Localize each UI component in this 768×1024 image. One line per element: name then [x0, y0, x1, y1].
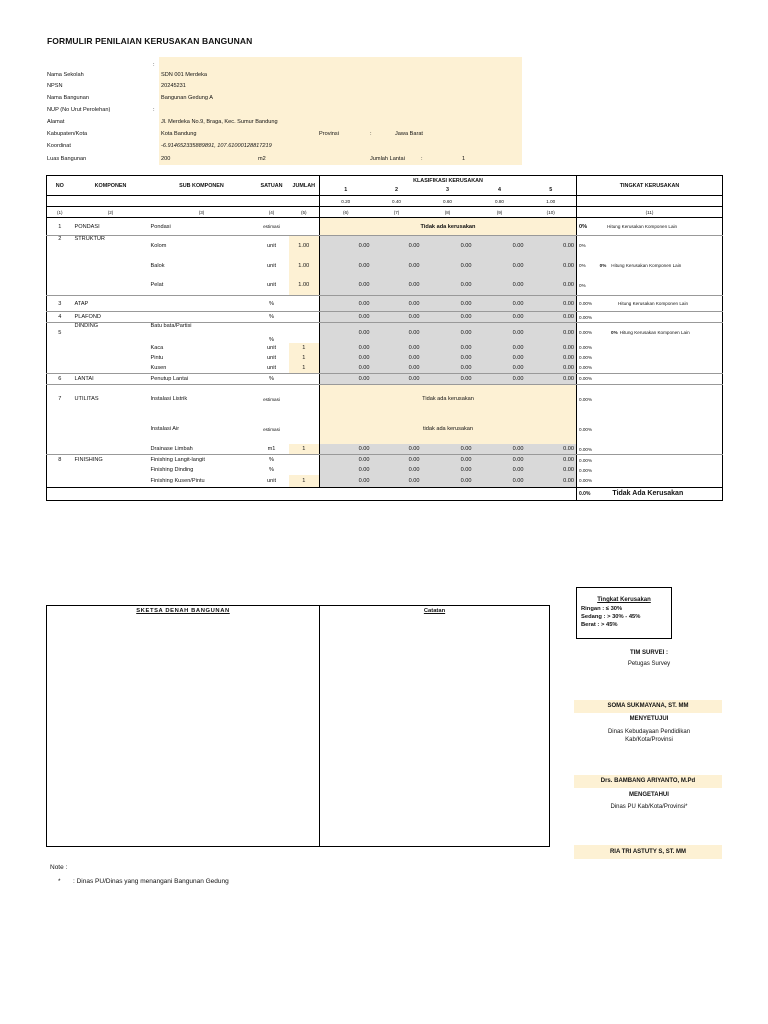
cell-value[interactable]: 0.00: [320, 296, 372, 312]
col-num: (8): [422, 207, 474, 218]
jumlah[interactable]: 1: [289, 353, 320, 363]
satuan: estimasi: [263, 426, 280, 432]
satuan: unit: [266, 354, 277, 361]
cell-value[interactable]: 0.00: [474, 312, 526, 323]
cell-value[interactable]: 0.00: [526, 312, 577, 323]
tingkat: 0.00%: [577, 384, 723, 414]
menyetujui: MENYETUJUI: [629, 716, 669, 722]
jumlah[interactable]: 1.00: [289, 256, 320, 276]
satuan: unit: [255, 475, 289, 487]
sub-kusen: Kusen: [149, 363, 255, 374]
form-title: FORMULIR PENILAIAN KERUSAKAN BANGUNAN: [47, 36, 253, 46]
total-status: Tidak Ada Kerusakan: [612, 490, 684, 497]
cell-value[interactable]: 0.00: [372, 465, 422, 475]
petugas-survey: Petugas Survey: [627, 661, 671, 667]
cell-value[interactable]: 0.00: [422, 343, 474, 353]
label-provinsi: Provinsi: [319, 131, 339, 137]
cell-value[interactable]: 0.00: [526, 363, 577, 374]
dinas-pu: Dinas PU Kab/Kota/Provinsi*: [610, 804, 688, 810]
sub-batu-bata: Batu bata/Partisi: [150, 323, 192, 329]
cell-value[interactable]: 0.00: [474, 455, 526, 466]
cell-value[interactable]: 0.00: [372, 444, 422, 455]
approver-name[interactable]: Drs. BAMBANG ARIYANTO, M.Pd: [574, 775, 722, 788]
cell-value[interactable]: 0.00: [372, 276, 422, 296]
satuan: unit: [255, 276, 289, 296]
sub-kaca: Kaca: [150, 344, 164, 351]
colon: :: [370, 131, 372, 137]
cell-value[interactable]: 0.00: [474, 343, 526, 353]
satuan: m1: [255, 444, 289, 455]
row-no: 6: [47, 373, 73, 384]
cell-value[interactable]: 0.00: [526, 276, 577, 296]
surveyor-name[interactable]: SOMA SUKMAYANA, ST. MM: [574, 700, 722, 713]
weight-4: 0.80: [474, 196, 526, 207]
satuan: %: [269, 336, 274, 343]
cell-value[interactable]: 0.00: [320, 323, 372, 343]
hitung-link[interactable]: Hitung Kerusakan Komponen Lain: [607, 223, 678, 229]
cell-value[interactable]: 0.00: [320, 444, 372, 455]
cell-value[interactable]: 0.00: [526, 353, 577, 363]
col-num: (11): [577, 207, 723, 218]
row-no: 4: [47, 312, 73, 323]
cell-value[interactable]: 0.00: [474, 465, 526, 475]
col-num: (4): [255, 207, 289, 218]
legend-box: [576, 587, 672, 639]
col-header-klasifikasi: KLASIFIKASI KERUSAKAN: [320, 176, 577, 186]
sub-limbah: Drainase Limbah: [149, 444, 255, 455]
satuan: %: [255, 296, 289, 312]
tingkat-atap: [577, 296, 723, 312]
legend-sedang: Sedang : > 30% - 45%: [581, 614, 641, 620]
sub-fkusen: Finishing Kusen/Pintu: [149, 475, 255, 487]
cell-value[interactable]: 0.00: [422, 296, 474, 312]
status-air: tidak ada kerusakan: [320, 414, 577, 444]
tingkat: 0.00%: [577, 414, 723, 444]
komponen-plafond: PLAFOND: [73, 312, 149, 323]
tingkat: 0.00%: [577, 353, 723, 363]
jumlah[interactable]: 1: [289, 343, 320, 353]
cell-value[interactable]: 0.00: [474, 323, 526, 343]
cell-value[interactable]: 0.00: [372, 236, 422, 256]
cell-value[interactable]: 0.00: [526, 465, 577, 475]
col-header-komponen: KOMPONEN: [73, 176, 149, 196]
satuan: estimasi: [263, 396, 280, 402]
cell-value[interactable]: 0.00: [372, 455, 422, 466]
sub-pondasi: Pondasi: [149, 218, 255, 236]
komponen-pondasi: PONDASI: [73, 218, 149, 236]
satuan: %: [255, 312, 289, 323]
label-nama-bangunan: Nama Bangunan: [47, 95, 89, 101]
catatan-title: Catatan: [423, 608, 446, 614]
komponen-utilitas: UTILITAS: [74, 396, 99, 403]
cell-value[interactable]: 0.00: [526, 256, 577, 276]
pct: 0%: [599, 263, 607, 268]
row-no: 7: [47, 384, 73, 414]
pct: 0.00%: [579, 330, 593, 336]
pct: 0.00%: [579, 301, 593, 306]
tingkat: 0.00%: [577, 475, 723, 487]
value-nama-bangunan[interactable]: Bangunan Gedung A: [161, 95, 213, 101]
cell-value[interactable]: 0.00: [372, 312, 422, 323]
label-jumlah-lantai: Jumlah Lantai: [370, 156, 405, 162]
col-num: (5): [289, 207, 320, 218]
cell-value[interactable]: 0.00: [422, 455, 474, 466]
sketsa-box[interactable]: [46, 605, 320, 847]
cell-value[interactable]: 0.00: [474, 256, 526, 276]
cell-value[interactable]: 0.00: [422, 363, 474, 374]
value-luas-unit: m2: [258, 156, 266, 162]
value-provinsi[interactable]: Jawa Barat: [395, 131, 423, 137]
value-koordinat[interactable]: -6.914652335889891, 107.61000128817219: [161, 143, 272, 149]
dinas-pendidikan-sub: Kab/Kota/Provinsi: [625, 737, 673, 743]
tingkat-pondasi: [577, 218, 723, 236]
hitung-link[interactable]: Hitung Kerusakan Komponen Lain: [619, 330, 690, 336]
pct: 0%: [579, 223, 588, 230]
sub-langit: Finishing Langit-langit: [150, 457, 205, 463]
cell-value[interactable]: 0.00: [422, 353, 474, 363]
total-tingkat: [577, 487, 723, 500]
sub-pelat: Pelat: [149, 276, 255, 296]
cell-value[interactable]: 0.00: [320, 236, 372, 256]
colon: :: [153, 107, 155, 113]
catatan-box[interactable]: [319, 605, 550, 847]
tingkat: 0.00%: [577, 455, 723, 466]
mengetahui: MENGETAHUI: [629, 792, 669, 798]
cell-value[interactable]: 0.00: [372, 323, 422, 343]
tingkat: 0.00%: [577, 363, 723, 374]
sub-pintu: Pintu: [150, 354, 164, 361]
cell-value[interactable]: 0.00: [320, 353, 372, 363]
col-num: (2): [73, 207, 149, 218]
cell-value[interactable]: 0.00: [372, 343, 422, 353]
cell-value[interactable]: 0.00: [526, 296, 577, 312]
cell-value[interactable]: 0.00: [422, 312, 474, 323]
cell-value[interactable]: 0.00: [422, 256, 474, 276]
hitung-link[interactable]: Hitung Kerusakan Komponen Lain: [618, 301, 689, 306]
cell-value[interactable]: 0.00: [320, 455, 372, 466]
cell-value[interactable]: 0.00: [422, 444, 474, 455]
sub-penutup-lantai: Penutup Lantai: [149, 373, 255, 384]
label-luas: Luas Bangunan: [47, 156, 87, 162]
komponen-struktur: STRUKTUR: [74, 236, 105, 242]
tingkat: 0%: [577, 236, 723, 256]
col-header-k1: 1: [344, 187, 348, 193]
pct: 0%: [579, 263, 586, 268]
col-num: (1): [47, 207, 73, 218]
satuan: unit: [266, 242, 277, 249]
sub-listrik: Instalasi Listrik: [150, 396, 188, 403]
cell-value[interactable]: 0.00: [474, 296, 526, 312]
value-alamat[interactable]: Jl. Merdeka No.9, Braga, Kec. Sumur Bandung: [161, 119, 278, 125]
tingkat: 0.00%: [577, 444, 723, 455]
label-kabupaten: Kabupaten/Kota: [47, 131, 88, 137]
cell-value[interactable]: 0.00: [372, 353, 422, 363]
knower-name[interactable]: RIA TRI ASTUTY S, ST. MM: [574, 845, 722, 859]
satuan: estimasi: [255, 218, 289, 236]
cell-value[interactable]: 0.00: [526, 475, 577, 487]
col-header-jumlah: JUMLAH: [289, 176, 320, 196]
cell-value[interactable]: 0.00: [422, 323, 474, 343]
cell-value[interactable]: 0.00: [372, 256, 422, 276]
jumlah[interactable]: 1.00: [289, 236, 320, 256]
cell-value[interactable]: 0.00: [372, 363, 422, 374]
cell-value[interactable]: 0.00: [422, 475, 474, 487]
cell-value[interactable]: 0.00: [422, 236, 474, 256]
cell-value[interactable]: 0.00: [474, 373, 526, 384]
label-nama-sekolah: Nama Sekolah: [47, 72, 84, 78]
cell-value[interactable]: 0.00: [372, 373, 422, 384]
col-num: (10): [526, 207, 577, 218]
cell-value[interactable]: 0.00: [422, 373, 474, 384]
jumlah[interactable]: 1: [289, 475, 320, 487]
value-kabupaten[interactable]: Kota Bandung: [161, 131, 197, 137]
weight-3: 0.60: [422, 196, 474, 207]
cell-value[interactable]: 0.00: [474, 444, 526, 455]
status-listrik: Tidak ada kerusakan: [320, 384, 577, 414]
cell-value[interactable]: 0.00: [474, 363, 526, 374]
cell-value[interactable]: 0.00: [526, 236, 577, 256]
col-header-k5: 5: [526, 185, 577, 196]
satuan: unit: [255, 363, 289, 374]
dinas-pendidikan: Dinas Kebudayaan Pendidikan: [607, 729, 691, 735]
note-label: Note :: [50, 864, 68, 871]
sketsa-title: SKETSA DENAH BANGUNAN: [136, 608, 230, 614]
legend-berat: Berat : > 45%: [581, 622, 618, 628]
cell-value[interactable]: 0.00: [372, 475, 422, 487]
cell-value[interactable]: 0.00: [320, 373, 372, 384]
label-koordinat: Koordinat: [47, 143, 71, 149]
damage-table: [46, 175, 723, 501]
tingkat: 0.00%: [577, 373, 723, 384]
legend-title: Tingkat Kerusakan: [597, 597, 651, 603]
row-no: 2: [47, 236, 73, 256]
note-star: *: [58, 878, 61, 885]
label-alamat: Alamat: [47, 119, 65, 125]
sub-fdinding: Finishing Dinding: [150, 467, 194, 473]
cell-value[interactable]: 0.00: [474, 475, 526, 487]
tingkat-struktur: [577, 256, 723, 276]
col-header-tingkat: TINGKAT KERUSAKAN: [577, 176, 723, 196]
satuan: unit: [266, 262, 277, 269]
cell-value[interactable]: 0.00: [320, 465, 372, 475]
sub-balok: Balok: [150, 262, 165, 269]
cell-value[interactable]: 0.00: [526, 455, 577, 466]
jumlah[interactable]: 1.00: [289, 276, 320, 296]
cell-value[interactable]: 0.00: [320, 276, 372, 296]
cell-value[interactable]: 0.00: [320, 312, 372, 323]
legend-ringan: Ringan : ≤ 30%: [581, 606, 623, 612]
row-no: 8: [47, 455, 73, 466]
tingkat-dinding: [577, 323, 723, 343]
value-luas[interactable]: 200: [161, 156, 171, 162]
value-npsn[interactable]: 20245231: [161, 83, 186, 89]
weight-2: 0.40: [372, 196, 422, 207]
status-pondasi: Tidak ada kerusakan: [320, 218, 577, 236]
komponen-dinding: DINDING: [74, 323, 99, 329]
col-header-k3: 3: [446, 187, 449, 193]
cell-value[interactable]: 0.00: [320, 475, 372, 487]
cell-value[interactable]: 0.00: [320, 363, 372, 374]
cell-value[interactable]: 0.00: [526, 323, 577, 343]
jumlah[interactable]: 1: [289, 363, 320, 374]
komponen-lantai: LANTAI: [73, 373, 149, 384]
sub-kolom: Kolom: [150, 242, 167, 249]
colon: :: [153, 62, 155, 68]
row-no: 1: [47, 218, 73, 236]
note-text: : Dinas PU/Dinas yang menangani Bangunan Gedung: [73, 878, 229, 885]
weight-1: 0.20: [320, 196, 372, 207]
komponen-atap: ATAP: [73, 296, 149, 312]
pct: 0%: [611, 330, 618, 336]
cell-value[interactable]: 0.00: [474, 353, 526, 363]
col-header-k2: 2: [395, 187, 398, 193]
col-num: (7): [372, 207, 422, 218]
col-header-satuan: SATUAN: [255, 176, 289, 196]
col-header-sub-komponen: SUB KOMPONEN: [149, 176, 255, 196]
colon: :: [421, 156, 423, 162]
satuan: %: [255, 373, 289, 384]
col-header-no: NO: [47, 176, 73, 196]
label-npsn: NPSN: [47, 83, 63, 89]
cell-value[interactable]: 0.00: [474, 276, 526, 296]
col-num: (9): [474, 207, 526, 218]
tingkat: 0.00%: [577, 312, 723, 323]
total-pct: 0.0%: [579, 491, 591, 497]
cell-value[interactable]: 0.00: [474, 236, 526, 256]
cell-value[interactable]: 0.00: [526, 444, 577, 455]
weight-5: 1.00: [526, 196, 577, 207]
value-nama-sekolah[interactable]: SDN 001 Merdeka: [161, 72, 208, 78]
tingkat: 0.00%: [577, 465, 723, 475]
cell-value[interactable]: 0.00: [320, 343, 372, 353]
satuan: unit: [266, 344, 277, 351]
cell-value[interactable]: 0.00: [422, 276, 474, 296]
label-nup: NUP (No Urut Perolehan): [47, 107, 111, 113]
col-header-k4: 4: [498, 187, 501, 193]
value-jumlah-lantai[interactable]: 1: [462, 156, 466, 162]
col-num: (6): [320, 207, 372, 218]
satuan: %: [269, 467, 274, 473]
cell-value[interactable]: 0.00: [526, 373, 577, 384]
tingkat: 0%: [577, 276, 723, 296]
jumlah[interactable]: 1: [289, 444, 320, 455]
cell-value[interactable]: 0.00: [372, 296, 422, 312]
col-num: (3): [149, 207, 255, 218]
row-no: 3: [47, 296, 73, 312]
satuan: %: [269, 457, 274, 463]
cell-value[interactable]: 0.00: [422, 465, 474, 475]
tingkat: 0.00%: [577, 343, 723, 353]
row-no: 5: [47, 323, 73, 343]
tim-survei: TIM SURVEI :: [630, 650, 668, 656]
cell-value[interactable]: 0.00: [526, 343, 577, 353]
sub-air: Instalasi Air: [150, 426, 180, 432]
komponen-finishing: FINISHING: [74, 457, 103, 463]
cell-value[interactable]: 0.00: [320, 256, 372, 276]
hitung-link[interactable]: Hitung Kerusakan Komponen Lain: [611, 263, 682, 268]
